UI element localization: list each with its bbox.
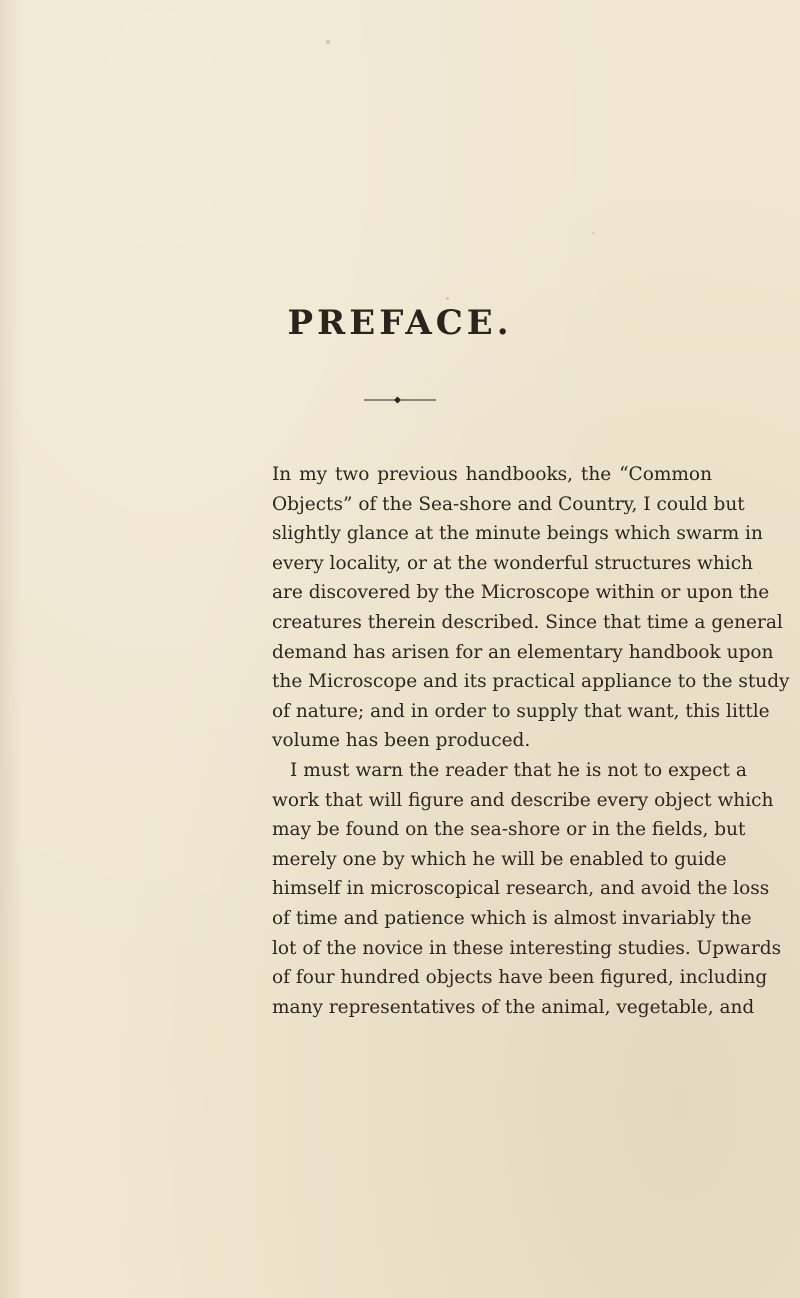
page-title: PREFACE. <box>287 303 513 343</box>
ornament-divider-icon <box>350 395 450 405</box>
text-line: every locality, or at the wonderful structures which <box>272 552 753 574</box>
preface-body <box>272 460 790 1022</box>
text-line: slightly glance at the minute beings which swarm in <box>272 523 763 545</box>
text-line: lot of the novice in these interesting studies. Upwards <box>272 937 782 959</box>
text-line: of time and patience which is almost invariably the <box>272 907 752 929</box>
text-line: volume has been produced. <box>272 730 531 752</box>
paper-speck <box>326 40 330 44</box>
text-line: creatures therein described. Since that time a general <box>272 611 783 633</box>
text-line: of nature; and in order to supply that want, this little <box>272 700 770 722</box>
text-line: I must warn the reader that he is not to expect a <box>290 759 747 781</box>
text-line: demand has arisen for an elementary handbook upon <box>272 641 774 663</box>
text-line: merely one by which he will be enabled to guide <box>272 848 727 870</box>
paper-speck <box>446 297 449 300</box>
text-line: may be found on the sea-shore or in the fields, but <box>272 819 746 841</box>
text-line: Objects” of the Sea-shore and Country, I could but <box>272 493 745 515</box>
text-line: In my two previous handbooks, the “Common <box>272 464 712 485</box>
text-line: work that will figure and describe every object which <box>272 789 774 811</box>
paragraph-2 <box>272 756 782 1022</box>
text-line: are discovered by the Microscope within or upon the <box>272 582 770 604</box>
paper-speck <box>592 232 594 234</box>
text-line: many representatives of the animal, vegetable, and <box>272 996 755 1018</box>
paragraph-1 <box>272 460 790 756</box>
text-line: of four hundred objects have been figured, including <box>272 967 768 989</box>
text-line: himself in microscopical research, and avoid the loss <box>272 878 770 900</box>
text-line: the Microscope and its practical appliance to the study <box>272 671 790 693</box>
